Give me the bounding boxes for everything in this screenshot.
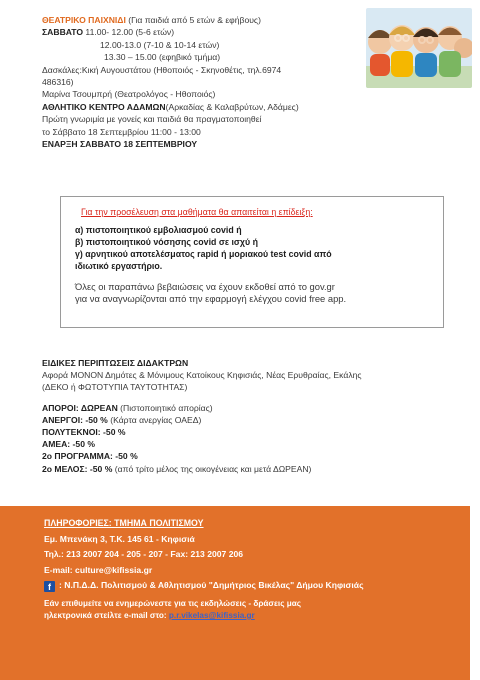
program-title: ΘΕΑΤΡΙΚΟ ΠΑΙΧΝΙΔΙ bbox=[42, 15, 126, 25]
covid-requirements-box bbox=[60, 196, 444, 328]
fee-label: 2ο ΜΕΛΟΣ: -50 % bbox=[42, 463, 113, 474]
fees-title: ΕΙΔΙΚΕΣ ΠΕΡΙΠΤΩΣΕΙΣ ΔΙΔΑΚΤΡΩΝ bbox=[42, 358, 189, 368]
covid-req-c-2: ιδιωτικό εργαστήριο. bbox=[75, 261, 163, 271]
program-title-line bbox=[42, 14, 372, 26]
schedule-saturday bbox=[42, 26, 372, 38]
subscribe-line-2: ηλεκτρονικά στείλτε e-mail στο: bbox=[44, 610, 169, 620]
facebook-page[interactable]: : Ν.Π.Δ.Δ. Πολιτισμού & Αθλητισμού "Δημήτριος Βικέλας" Δήμου Κηφισιάς bbox=[59, 580, 364, 591]
covid-note-2: για να αναγνωρίζονται από την εφαρμογή ελέγχου covid free app. bbox=[75, 293, 347, 305]
info-footer bbox=[0, 506, 470, 680]
children-photo bbox=[366, 8, 472, 88]
saturday-label: ΣΑΒΒΑΤΟ bbox=[42, 27, 84, 38]
facebook-icon[interactable]: f bbox=[44, 581, 55, 592]
venue-line bbox=[42, 101, 372, 113]
subscribe-email-link[interactable]: p.r.vikelas@kifissia.gr bbox=[168, 610, 255, 620]
fees-desc-2: (ΔΕΚΟ ή ΦΩΤΟΤΥΠΙΑ ΤΑΥΤΟΤΗΤΑΣ) bbox=[42, 382, 188, 393]
fee-label: ΑΠΟΡΟΙ: ΔΩΡΕΑΝ bbox=[42, 402, 118, 413]
covid-req-a: α) πιστοποιητικού εμβολιασμού covid ή bbox=[75, 225, 242, 235]
fee-row bbox=[42, 426, 462, 438]
fee-note: (Κάρτα ανεργίας ΟΑΕΔ) bbox=[107, 414, 202, 425]
program-info bbox=[42, 14, 372, 150]
program-audience: (Για παιδιά από 5 ετών & εφήβους) bbox=[125, 15, 261, 25]
fee-label: ΑΝΕΡΓΟΙ: -50 % bbox=[42, 414, 108, 425]
subscribe-line-1: Εάν επιθυμείτε να ενημερώνεστε για τις εκδηλώσεις - δράσεις μας bbox=[44, 598, 302, 608]
teachers-line-1b: 486316) bbox=[42, 77, 74, 88]
footer-phones: Τηλ.: 213 2007 204 - 205 - 207 - Fax: 213 2007 206 bbox=[44, 549, 244, 560]
fee-label: 2ο ΠΡΟΓΡΑΜΜΑ: -50 % bbox=[42, 451, 138, 462]
start-date: ΕΝΑΡΞΗ ΣΑΒΒΑΤΟ 18 ΣΕΠΤΕΜΒΡΙΟΥ bbox=[42, 139, 198, 150]
covid-header: Για την προσέλευση στα μαθήματα θα απαιτείται η επίδειξη: bbox=[81, 207, 313, 217]
fee-row bbox=[42, 438, 462, 450]
facebook-row[interactable] bbox=[44, 578, 470, 594]
teachers-line-1: Δασκάλες:Κική Αυγουστάτου (Ηθοποιός - Σκηνοθέτις, τηλ.6974 bbox=[42, 64, 282, 75]
fee-note: (Πιστοποιητικό απορίας) bbox=[117, 402, 213, 413]
schedule-slot-3: 13.30 – 15.00 (εφηβικό τμήμα) bbox=[104, 52, 221, 63]
covid-req-c-1: γ) αρνητικού αποτελέσματος rapid ή μοριακού test covid από bbox=[75, 249, 332, 259]
venue-name: ΑΘΛΗΤΙΚΟ ΚΕΝΤΡΟ ΑΔΑΜΩΝ bbox=[42, 101, 166, 112]
footer-email[interactable]: E-mail: culture@kifissia.gr bbox=[44, 564, 153, 575]
footer-title: ΠΛΗΡΟΦΟΡΙΕΣ: ΤΜΗΜΑ ΠΟΛΙΤΙΣΜΟΥ bbox=[44, 518, 204, 528]
covid-note-1: Όλες οι παραπάνω βεβαιώσεις να έχουν εκδοθεί από το gov.gr bbox=[75, 281, 335, 292]
footer-address: Εμ. Μπενάκη 3, Τ.Κ. 145 61 - Κηφισιά bbox=[44, 533, 195, 544]
teachers-line-2: Μαρίνα Τσουμπρή (Θεατρολόγος - Ηθοποιός) bbox=[42, 89, 216, 100]
meeting-line-2: το Σάββατο 18 Σεπτεμβρίου 11:00 - 13:00 bbox=[42, 126, 201, 137]
fee-label: ΑΜΕΑ: -50 % bbox=[42, 439, 96, 450]
fees-desc-1: Αφορά ΜΟΝΟΝ Δημότες & Μόνιμους Κατοίκους Κηφισιάς, Νέας Ερυθραίας, Εκάλης bbox=[42, 370, 362, 381]
special-fees bbox=[42, 357, 462, 475]
covid-req-b: β) πιστοποιητικού νόσησης covid σε ισχύ ή bbox=[75, 237, 258, 247]
fee-note: (από τρίτο μέλος της οικογένειας και μετά ΔΩΡΕΑΝ) bbox=[112, 463, 312, 474]
venue-address: (Αρκαδίας & Καλαβρύτων, Αδάμες) bbox=[165, 101, 299, 112]
covid-note bbox=[75, 281, 429, 306]
fee-label: ΠΟΛΥΤΕΚΝΟΙ: -50 % bbox=[42, 427, 126, 438]
children-photo-illustration bbox=[366, 8, 472, 88]
footer-right-margin bbox=[470, 506, 480, 680]
fee-row bbox=[42, 414, 462, 426]
schedule-slot-1: 11.00- 12.00 (5-6 ετών) bbox=[83, 27, 175, 38]
fee-row bbox=[42, 463, 462, 475]
fee-row bbox=[42, 450, 462, 462]
meeting-line-1: Πρώτη γνωριμία με γονείς και παιδιά θα πραγματοποιηθεί bbox=[42, 114, 262, 125]
schedule-slot-2: 12.00-13.0 (7-10 & 10-14 ετών) bbox=[100, 39, 220, 50]
fee-row bbox=[42, 402, 462, 414]
subscribe-text bbox=[44, 598, 470, 622]
